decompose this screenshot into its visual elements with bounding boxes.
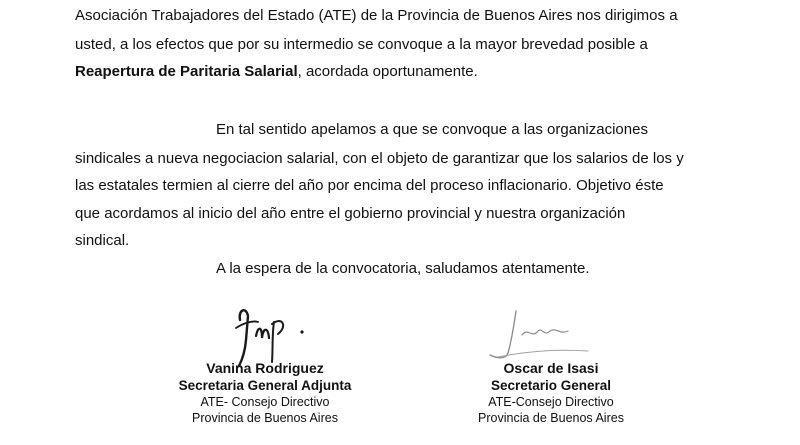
signatory-block-1 <box>150 360 380 426</box>
signatory-role: Secretaria General Adjunta <box>178 378 352 393</box>
paragraph-2-line-4: que acordamos al inicio del año entre el gobierno provincial y nuestra organización <box>75 205 626 222</box>
signatory-role: Secretario General <box>490 378 612 393</box>
signatory-name: Vanina Rodriguez <box>206 360 324 376</box>
signatory-name: Oscar de Isasi <box>503 360 599 376</box>
paragraph-2-line-5: sindical. <box>75 232 130 249</box>
paragraph-1-line-3 <box>75 63 478 81</box>
paragraph-2-line-1: En tal sentido apelamos a que se convoque a las organizaciones <box>216 121 648 138</box>
signatory-org-line-2: Provincia de Buenos Aires <box>478 411 624 425</box>
paragraph-1-line-1: Asociación Trabajadores del Estado (ATE) de la Provincia de Buenos Aires nos dirigimos a <box>75 7 678 24</box>
paragraph-2-line-3: las estatales termien al cierre del año por encima del proceso inflacionario. Objetivo éste <box>75 177 664 194</box>
bold-subject: Reapertura de Paritaria Salarial <box>75 63 298 80</box>
signatory-org-line-1: ATE- Consejo Directivo <box>200 395 330 409</box>
paragraph-2-line-2: sindicales a nueva negociacion salarial, con el objeto de garantizar que los salarios de los y <box>75 150 684 167</box>
paragraph-1-line-2: usted, a los efectos que por su intermedio se convoque a la mayor brevedad posible a <box>75 36 648 53</box>
signature-oscar-de-isasi <box>478 305 598 365</box>
closing-line: A la espera de la convocatoria, saludamos atentamente. <box>216 260 590 277</box>
signatory-org-line-2: Provincia de Buenos Aires <box>192 411 338 425</box>
signatory-block-2 <box>436 360 666 426</box>
paragraph-1-line-3-rest: , acordada oportunamente. <box>297 63 478 80</box>
signatory-org-line-1: ATE-Consejo Directivo <box>488 395 614 409</box>
